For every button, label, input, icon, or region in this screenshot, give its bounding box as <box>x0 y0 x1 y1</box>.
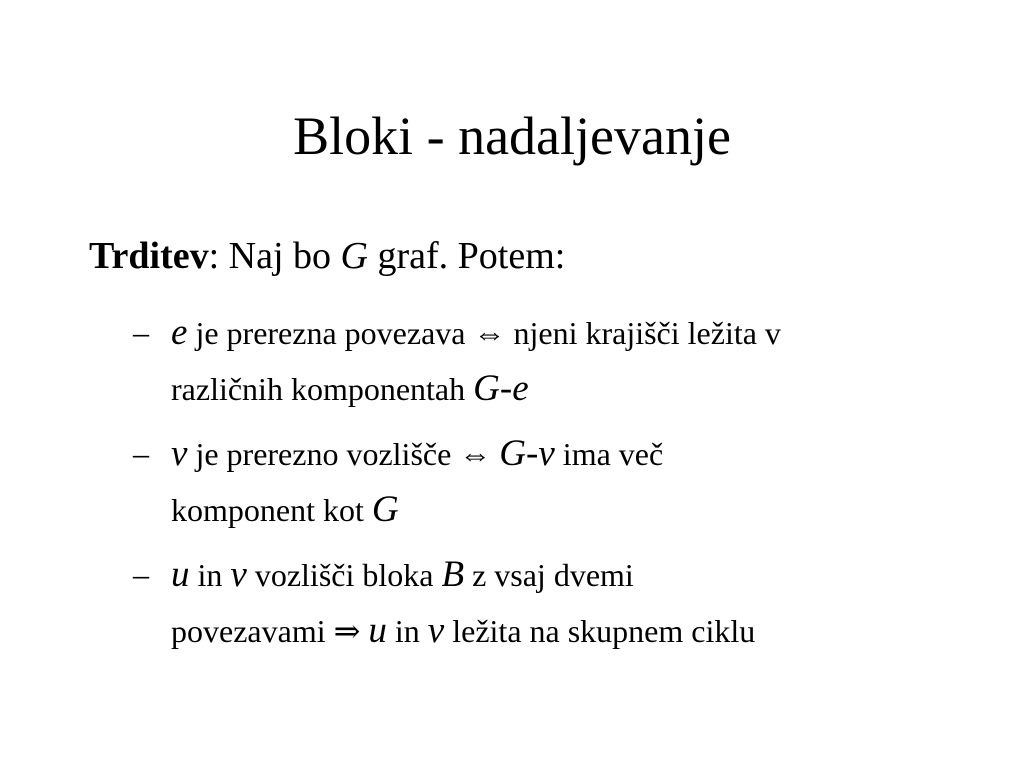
bullet-dash: – <box>133 314 149 350</box>
math-variable: G <box>473 368 500 409</box>
bullet-line-2 <box>171 603 953 659</box>
bullet-text: različnih komponentah <box>171 371 474 407</box>
math-variable: G <box>371 489 399 530</box>
math-variable: u <box>368 610 387 651</box>
bullet-item <box>133 426 953 538</box>
implies-arrow-icon: ⇒ <box>333 613 361 649</box>
math-variable: G <box>499 433 527 474</box>
bullet-text: je prerezna povezava <box>187 315 474 351</box>
math-variable: B <box>441 554 465 595</box>
iff-arrow-icon: ⇔ <box>459 436 492 472</box>
theorem-label: Trditev <box>89 235 209 277</box>
slide-title: Bloki - nadaljevanje <box>293 106 731 166</box>
theorem-text-1: Naj bo <box>219 235 341 277</box>
math-variable: e <box>171 312 188 353</box>
bullet-line-1 <box>171 305 953 361</box>
bullet-text: in <box>189 557 231 593</box>
bullet-list <box>133 305 953 668</box>
bullet-text: in <box>386 613 428 649</box>
bullet-line-2 <box>171 361 953 417</box>
bullet-text: vozlišči bloka <box>246 557 442 593</box>
bullet-text: povezavami <box>171 613 334 649</box>
bullet-line-1 <box>171 426 953 482</box>
bullet-dash: – <box>133 556 149 592</box>
bullet-item <box>133 547 953 659</box>
bullet-item <box>133 305 953 417</box>
math-variable: v <box>230 554 247 595</box>
bullet-line-2 <box>171 482 953 538</box>
math-operator: - <box>499 368 513 409</box>
theorem-statement <box>89 231 565 281</box>
math-operator: - <box>526 433 539 474</box>
iff-arrow-icon: ⇔ <box>473 315 506 351</box>
bullet-text: je prerezno vozlišče <box>187 436 460 472</box>
math-variable: v <box>171 433 188 474</box>
bullet-text: komponent kot <box>171 492 372 528</box>
bullet-text: ima več <box>554 436 664 472</box>
math-variable: u <box>171 554 190 595</box>
theorem-graph-variable: G <box>340 235 368 277</box>
bullet-text: ležita na skupnem ciklu <box>444 613 756 649</box>
theorem-colon: : <box>208 235 220 277</box>
bullet-text: z vsaj dvemi <box>464 557 634 593</box>
theorem-text-2: graf. Potem: <box>368 235 566 277</box>
bullet-dash: – <box>133 435 149 471</box>
math-variable: v <box>427 610 445 651</box>
bullet-line-1 <box>171 547 953 603</box>
math-variable: e <box>512 368 529 409</box>
math-variable: v <box>538 433 555 474</box>
bullet-text: njeni krajišči ležita v <box>505 315 781 351</box>
